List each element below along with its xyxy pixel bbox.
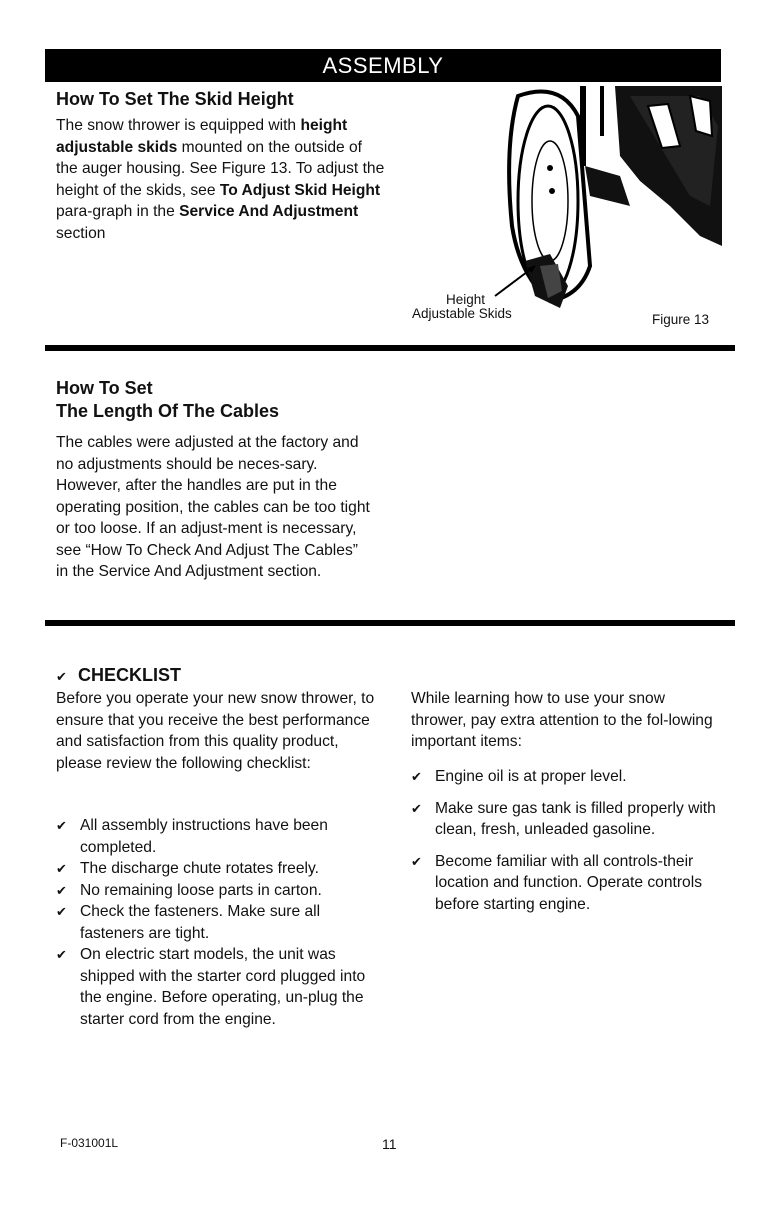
skid-p1-bold: height adjustable skids xyxy=(56,117,348,156)
check-icon: ✔ xyxy=(411,769,422,784)
list-item xyxy=(56,858,378,880)
skid-p1: The snow thrower is equipped with xyxy=(56,117,297,134)
cables-heading-line2: The Length Of The Cables xyxy=(56,401,280,421)
list-item xyxy=(411,766,731,788)
list-item xyxy=(411,851,731,916)
list-item-text: All assembly instructions have been completed. xyxy=(80,817,328,856)
section-divider-2 xyxy=(45,620,735,626)
checklist-heading-row xyxy=(56,664,181,686)
list-item-text: On electric start models, the unit was shipped with the starter cord plugged into the engine. Before operating, un-plug the starter cord from the engine. xyxy=(80,946,366,1028)
skid-height-paragraph xyxy=(56,115,386,244)
skid-p1-rest: mounted on the outside of the auger housing. See Figure 13. To adjust the height of the skids, see xyxy=(56,138,385,199)
figure-label-line2: Adjustable Skids xyxy=(412,306,512,321)
skid-p1-bold2: To Adjust Skid Height xyxy=(219,181,381,199)
list-item xyxy=(411,798,731,841)
check-icon: ✔ xyxy=(56,882,67,898)
check-icon: ✔ xyxy=(56,818,67,833)
document-code: F-031001L xyxy=(60,1136,119,1150)
skid-illustration xyxy=(400,86,730,326)
list-item-text: Make sure gas tank is filled properly with clean, fresh, unleaded gasoline. xyxy=(435,799,716,838)
list-item xyxy=(56,944,378,1030)
list-item-text: Engine oil is at proper level. xyxy=(435,768,627,785)
check-icon: ✔ xyxy=(56,904,67,919)
list-item-text: No remaining loose parts in carton. xyxy=(80,881,322,899)
checklist-intro: Before you operate your new snow thrower, to ensure that you receive the best performance and satisfaction from this quality product, please review the following checklist: xyxy=(56,690,375,772)
skid-p1-bold3: Service And Adjustment xyxy=(179,203,359,220)
checklist-heading: CHECKLIST xyxy=(78,665,181,685)
figure-caption: Figure 13 xyxy=(652,312,710,327)
checklist-left-list xyxy=(56,815,378,1030)
check-icon: ✔ xyxy=(411,853,422,869)
list-item xyxy=(56,901,378,944)
cables-heading-line1: How To Set xyxy=(56,378,153,398)
cables-paragraph: The cables were adjusted at the factory and no adjustments should be neces-sary. However, after the handles are put in the operating position, the cables can be too tight or too loose. If an adjust-ment is necessary, see “How To Check And Adjust The Cables” in the Service And Adjustment section. xyxy=(56,434,370,580)
list-item xyxy=(56,880,378,902)
list-item-text: Check the fasteners. Make sure all fasteners are tight. xyxy=(80,903,321,942)
checklist-right-intro: While learning how to use your snow thrower, pay extra attention to the fol-lowing important items: xyxy=(411,690,713,750)
skid-height-heading: How To Set The Skid Height xyxy=(56,89,294,109)
check-icon: ✔ xyxy=(56,947,67,962)
checklist-right-list xyxy=(411,766,731,915)
skid-p1-rest2: para-graph in the xyxy=(56,203,180,220)
section-banner: ASSEMBLY xyxy=(45,49,721,82)
check-icon: ✔ xyxy=(411,800,422,816)
check-icon: ✔ xyxy=(56,861,67,876)
list-item xyxy=(56,815,378,858)
list-item-text: Become familiar with all controls-their location and function. Operate controls before starting engine. xyxy=(435,852,702,913)
section-divider xyxy=(45,345,735,351)
figure-label-line1: Height xyxy=(446,292,486,307)
check-icon: ✔ xyxy=(56,669,67,684)
page-number: 11 xyxy=(382,1136,397,1152)
skid-p1-rest3: section xyxy=(56,224,106,242)
list-item-text: The discharge chute rotates freely. xyxy=(80,860,319,877)
